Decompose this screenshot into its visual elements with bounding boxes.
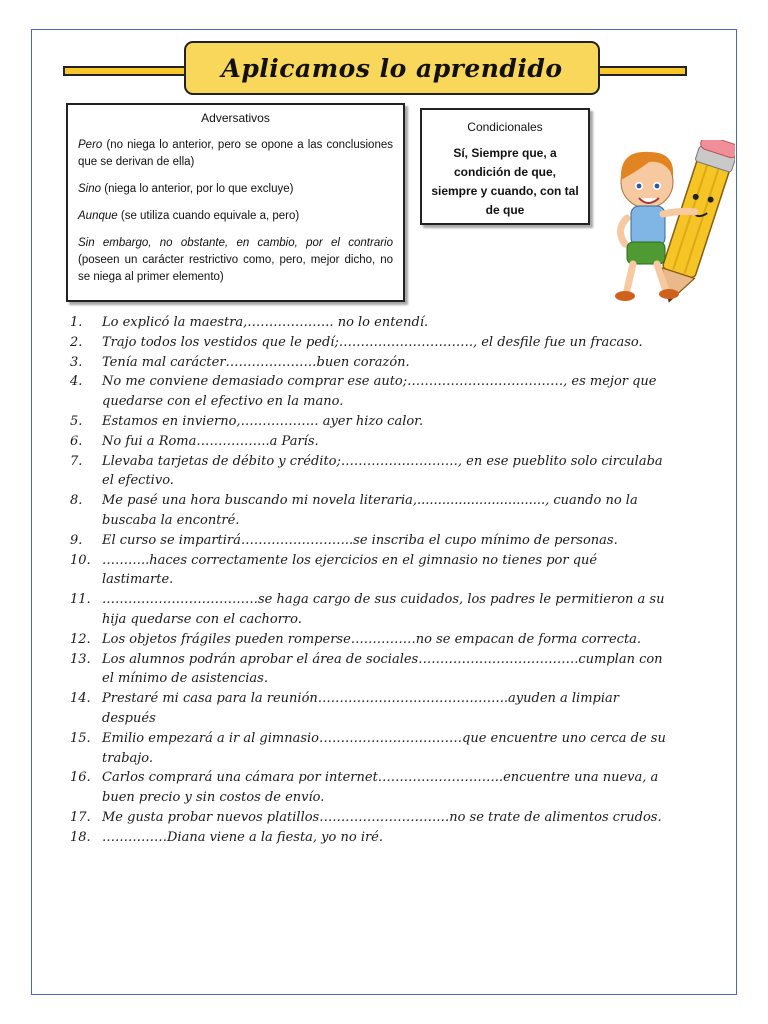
condicionales-title: Condicionales	[467, 120, 543, 134]
exercise-number: 10.	[70, 552, 91, 568]
exercise-text: Lo explicó la maestra,……………….. no lo entendí.	[102, 315, 429, 330]
exercise-number: 3.	[70, 354, 83, 370]
exercise-item	[70, 313, 670, 333]
exercise-text: Los objetos frágiles pueden romperse……………no se empacan de forma correcta.	[102, 631, 642, 647]
exercise-text: ……………Diana viene a la fiesta, yo no iré.	[102, 829, 384, 845]
exercise-text: ………..haces correctamente los ejercicios en el gimnasio no tienes por qué lastimarte.	[102, 552, 598, 588]
exercise-item	[70, 590, 670, 630]
exercise-number: 11.	[70, 592, 91, 608]
exercise-item	[70, 452, 670, 492]
exercise-number: 8.	[70, 493, 83, 509]
exercise-text: Prestaré mi casa para la reunión……………………………………..ayuden a limpiar después	[102, 691, 619, 726]
exercise-text: Carlos comprará una cámara por internet………………………..encuentre una nueva, a buen precio y sin costos de envío.	[102, 770, 659, 806]
adversativo-item	[78, 208, 393, 225]
condicionales-box	[420, 108, 590, 225]
adversativo-item	[78, 137, 393, 171]
exercise-number: 16.	[70, 770, 91, 786]
exercise-number: 14.	[70, 691, 91, 707]
adversativo-item	[78, 235, 393, 286]
exercise-number: 18.	[70, 829, 91, 845]
adversativo-description: (no niega lo anterior, pero se opone a las conclusiones que se derivan de ella)	[78, 139, 393, 168]
exercise-item	[70, 353, 670, 373]
boy-with-pencil-icon	[605, 140, 735, 310]
adversativos-list	[78, 137, 393, 286]
exercise-text: Trajo todos los vestidos que le pedí;…………………………., el desfile fue un fracaso.	[102, 334, 643, 350]
exercise-text: Me pasé una hora buscando mi novela literaria,..............................., cuando no la buscaba la encontré.	[102, 493, 638, 528]
adversativos-title: Adversativos	[201, 111, 270, 125]
exercise-item	[70, 531, 670, 551]
adversativos-box	[66, 103, 405, 302]
exercise-item	[70, 689, 670, 729]
exercise-text: Me gusta probar nuevos platillos…………………………no se trate de alimentos crudos.	[102, 809, 662, 825]
adversativo-keyword: Aunque	[78, 210, 118, 222]
exercise-text: El curso se impartirá……………………..se inscriba el cupo mínimo de personas.	[102, 532, 618, 548]
exercise-item	[70, 828, 670, 848]
exercise-item	[70, 372, 670, 412]
exercise-number: 2.	[70, 334, 83, 350]
exercise-text: Emilio empezará a ir al gimnasio……………………………que encuentre uno cerca de su trabajo.	[102, 730, 666, 766]
adversativo-keyword: Sin embargo, no obstante, en cambio, por el contrario	[78, 237, 393, 249]
exercise-number: 12.	[70, 631, 91, 647]
exercise-number: 15.	[70, 730, 91, 746]
exercise-text: Los alumnos podrán aprobar el área de sociales……………………………….cumplan con el mínimo de asistencias.	[102, 651, 663, 687]
adversativo-description: (niega lo anterior, por lo que excluye)	[104, 183, 294, 195]
adversativo-description: (poseen un carácter restrictivo como, pero, mejor dicho, no se niega al primer elemento)	[78, 254, 393, 283]
exercise-number: 13.	[70, 651, 91, 667]
exercise-item	[70, 729, 670, 769]
exercise-item	[70, 808, 670, 828]
exercise-text: Tenía mal carácter…………………buen corazón.	[102, 354, 410, 370]
exercise-item	[70, 432, 670, 452]
exercise-number: 6.	[70, 433, 83, 449]
exercise-number: 1.	[70, 315, 83, 330]
exercise-item	[70, 551, 670, 591]
exercise-text: Estamos en invierno,……………… ayer hizo calor.	[102, 413, 424, 429]
exercise-text: No me conviene demasiado comprar ese auto;………………………………, es mejor que quedarse con el efectivo en la mano.	[102, 374, 657, 410]
exercise-list	[70, 313, 670, 848]
exercise-text: No fui a Roma……………..a París.	[102, 433, 319, 449]
title-banner	[184, 41, 600, 95]
condicionales-text: Sí, Siempre que, a condición de que, siempre y cuando, con tal de que	[431, 146, 579, 217]
exercise-item	[70, 333, 670, 353]
adversativo-description: (se utiliza cuando equivale a, pero)	[120, 210, 300, 222]
exercise-number: 7.	[70, 453, 83, 469]
page-title: Aplicamos lo aprendido	[221, 53, 563, 83]
exercise-text: Llevaba tarjetas de débito y crédito;………………………, en ese pueblito solo circulaba el efectivo.	[102, 453, 663, 489]
exercise-item	[70, 412, 670, 432]
exercise-item	[70, 650, 670, 690]
exercise-number: 9.	[70, 532, 83, 548]
exercise-number: 5.	[70, 413, 83, 429]
exercise-text: ………………………………se haga cargo de sus cuidados, los padres le permitieron a su hija quedarse con el cachorro.	[102, 592, 665, 627]
exercise-item	[70, 491, 670, 531]
exercise-number: 17.	[70, 809, 91, 825]
exercise-item	[70, 630, 670, 650]
adversativo-keyword: Pero	[78, 139, 103, 151]
exercise-number: 4.	[70, 374, 83, 390]
adversativo-item	[78, 181, 393, 198]
exercise-item	[70, 768, 670, 808]
adversativo-keyword: Sino	[78, 183, 102, 195]
